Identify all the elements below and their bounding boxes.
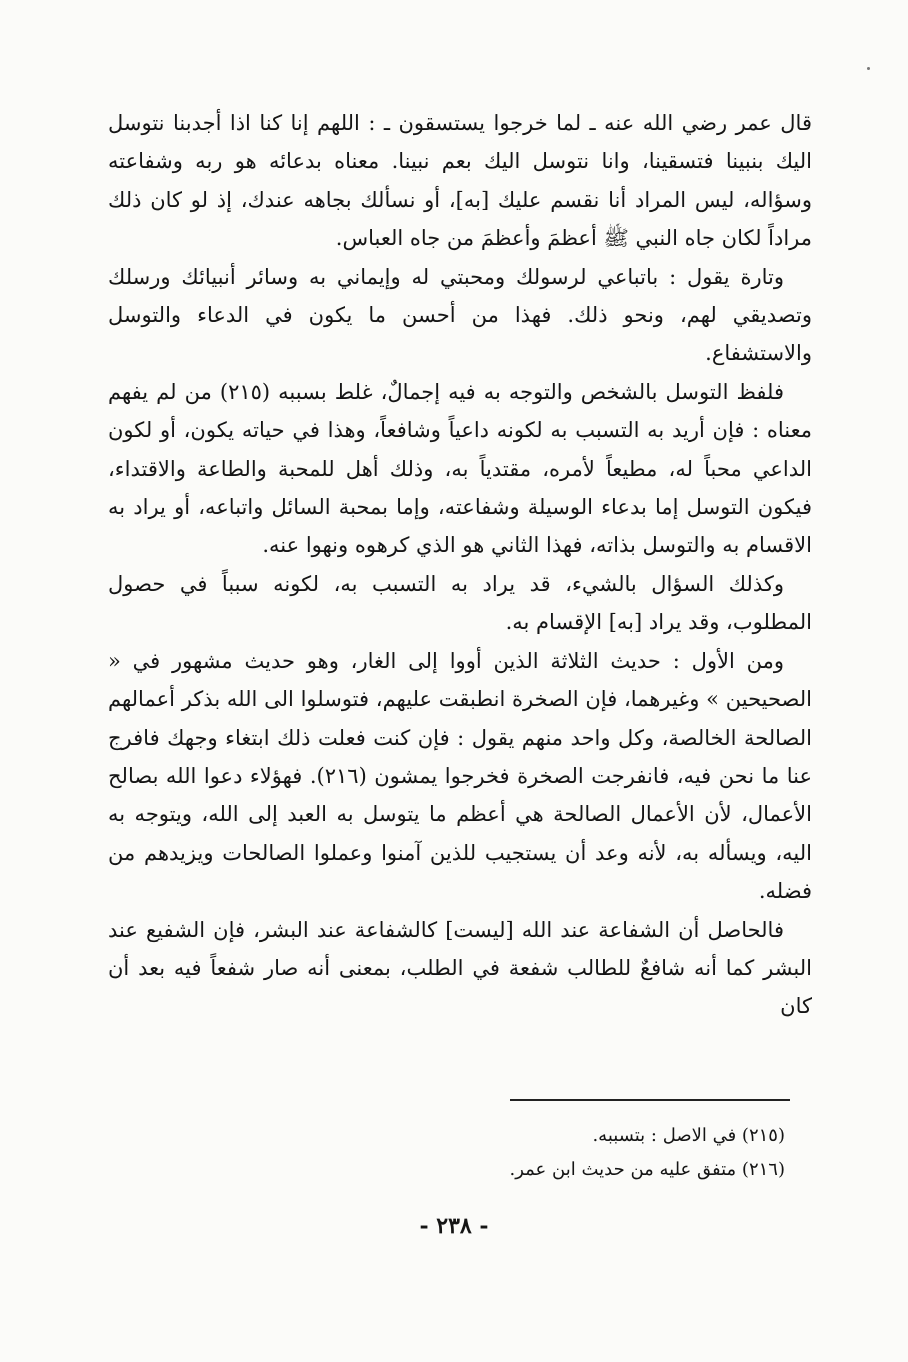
main-text <box>108 104 812 1026</box>
paragraph-4: وكذلك السؤال بالشيء، قد يراد به التسبب به، لكونه سبباً في حصول المطلوب، وقد يراد [به] الإقسام به. <box>108 571 812 635</box>
paragraph-6: فالحاصل أن الشفاعة عند الله [ليست] كالشفاعة عند البشر، فإن الشفيع عند البشر كما أنه شافعٌ للطالب شفعة في الطلب، بمعنى أنه صار شفعاً فيه بعد أن كان <box>108 917 812 1019</box>
paragraph-1: قال عمر رضي الله عنه ـ لما خرجوا يستسقون ـ : اللهم إنا كنا اذا أجدبنا نتوسل اليك بنبينا فتسقينا، وانا نتوسل اليك بعم نبينا. معناه بدعائه هو ربه وشفاعته وسؤاله، ليس المراد أنا نقسم عليك [به]، أو نسألك بجاهه عندك، إذ لو كان ذلك مراداً لكان جاه النبي ﷺ أعظمَ وأعظمَ من جاه العباس. <box>108 111 812 251</box>
paragraph-2: وتارة يقول : باتباعي لرسولك ومحبتي له وإيماني به وسائر أنبيائك ورسلك وتصديقي لهم، ونحو ذلك. فهذا من أحسن ما يكون في الدعاء والتوسل والاستشفاع. <box>108 264 812 366</box>
paragraph-3: فلفظ التوسل بالشخص والتوجه به فيه إجمالٌ، غلط بسببه (٢١٥) من لم يفهم معناه : فإن أريد به التسبب به لكونه داعياً وشافعاً، وهذا في حياته يكون، أو لكون الداعي محباً له، مطيعاً لأمره، مقتدياً به، وذلك أهل للمحبة والطاعة والاقتداء، فيكون التوسل إما بدعاء الوسيلة وشفاعته، وإما بمحبة السائل واتباعه، أو يراد به الاقسام به والتوسل بذاته، فهذا الثاني هو الذي كرهوه ونهوا عنه. <box>108 379 812 558</box>
footnotes <box>380 1119 785 1187</box>
page-number: - ٢٣٨ - <box>419 1213 489 1239</box>
footnote-216: (٢١٦) متفق عليه من حديث ابن عمر. <box>509 1159 785 1180</box>
scan-dot <box>867 67 870 70</box>
footnote-215: (٢١٥) في الاصل : بتسببه. <box>592 1125 785 1146</box>
paragraph-5: ومن الأول : حديث الثلاثة الذين أووا إلى الغار، وهو حديث مشهور في « الصحيحين » وغيرهما، فإن الصخرة انطبقت عليهم، فتوسلوا الى الله بذكر أعمالهم الصالحة الخالصة، وكل واحد منهم يقول : فإن كنت فعلت ذلك ابتغاء وجهك فافرج عنا ما نحن فيه، فانفرجت الصخرة فخرجوا يمشون (٢١٦). فهؤلاء دعوا الله بصالح الأعمال، لأن الأعمال الصالحة هي أعظم ما يتوسل به العبد إلى الله، ويتوجه به اليه، ويسأله به، لأنه وعد أن يستجيب للذين آمنوا وعملوا الصالحات ويزيدهم من فضله. <box>108 648 813 904</box>
footnote-separator <box>510 1099 790 1101</box>
